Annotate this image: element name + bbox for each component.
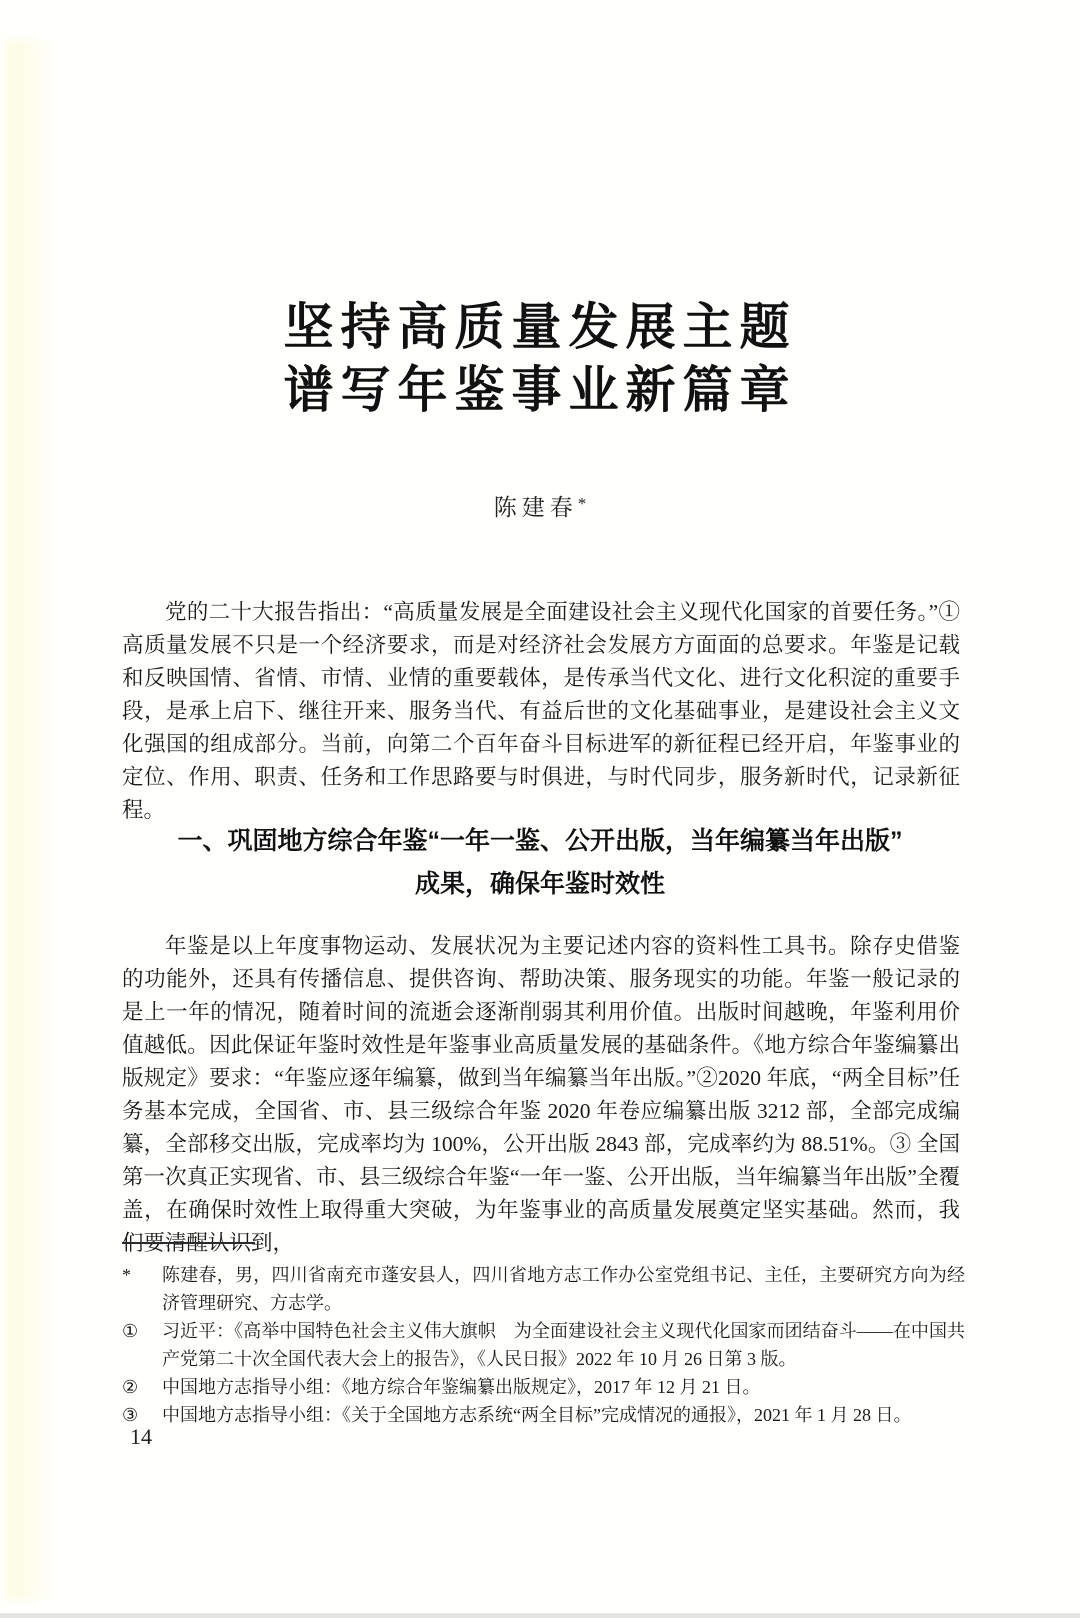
- footnote-text: 习近平：《高举中国特色社会主义伟大旗帜 为全面建设社会主义现代化国家而团结奋斗——在中国共产党第二十次全国代表大会上的报告》，《人民日报》2022 年 10 月 26 日第 3 版。: [162, 1321, 965, 1369]
- scan-edge-bottom: [0, 1613, 1080, 1618]
- footnote-item: [122, 1373, 965, 1401]
- footnote-item: [122, 1261, 965, 1317]
- section-1-heading-line-1: 一、巩固地方综合年鉴“一年一鉴、公开出版，当年编纂当年出版”: [177, 827, 903, 855]
- intro-paragraph: 党的二十大报告指出：“高质量发展是全面建设社会主义现代化国家的首要任务。”①高质量发展不只是一个经济要求，而是对经济社会发展方方面面的总要求。年鉴是记载和反映国情、省情、市情、业情的重要载体，是传承当代文化、进行文化积淀的重要手段，是承上启下、继往开来、服务当代、有益后世的文化基础事业，是建设社会主义文化强国的组成部分。当前，向第二个百年奋斗目标进军的新征程已经开启，年鉴事业的定位、作用、职责、任务和工作思路要与时俱进，与时代同步，服务新时代，记录新征程。: [122, 600, 960, 822]
- footnote-divider: [122, 1242, 255, 1244]
- footnote-marker: ①: [122, 1321, 139, 1341]
- scan-tint-left: [6, 40, 54, 1600]
- footnote-text: 陈建春，男，四川省南充市蓬安县人，四川省地方志工作办公室党组书记、主任，主要研究方向为经济管理研究、方志学。: [162, 1265, 965, 1313]
- article-title-line-2: 谱写年鉴事业新篇章: [283, 362, 797, 418]
- author-line: [0, 489, 1080, 522]
- footnotes: [122, 1261, 965, 1429]
- author-name: 陈建春: [493, 495, 578, 520]
- footnote-item: [122, 1401, 965, 1429]
- footnote-marker: ②: [122, 1377, 139, 1397]
- author-footnote-mark: *: [577, 494, 587, 513]
- footnote-item: [122, 1317, 965, 1373]
- footnote-marker: ③: [122, 1405, 139, 1425]
- article-title-line-1: 坚持高质量发展主题: [283, 299, 797, 355]
- section-1-heading: [60, 820, 1020, 906]
- footnote-marker: *: [122, 1265, 131, 1285]
- footnote-text: 中国地方志指导小组：《关于全国地方志系统“两全目标”完成情况的通报》，2021 年 1 月 28 日。: [162, 1405, 912, 1425]
- article-title: [0, 296, 1080, 422]
- section-1-heading-line-2: 成果，确保年鉴时效性: [414, 870, 665, 898]
- footnote-text: 中国地方志指导小组：《地方综合年鉴编纂出版规定》，2017 年 12 月 21 日。: [162, 1377, 761, 1397]
- section-1-paragraph: 年鉴是以上年度事物运动、发展状况为主要记述内容的资料性工具书。除存史借鉴的功能外，还具有传播信息、提供咨询、帮助决策、服务现实的功能。年鉴一般记录的是上一年的情况，随着时间的流逝会逐渐削弱其利用价值。出版时间越晚，年鉴利用价值越低。因此保证年鉴时效性是年鉴事业高质量发展的基础条件。《地方综合年鉴编纂出版规定》要求：“年鉴应逐年编纂，做到当年编纂当年出版。”②2020 年底，“两全目标”任务基本完成，全国省、市、县三级综合年鉴 2020 年卷应编纂出版 3212 部，全部完成编纂，全部移交出版，完成率均为 100%，公开出版 2843 部，完成率约为 88.51%。③ 全国第一次真正实现省、市、县三级综合年鉴“一年一鉴、公开出版，当年编纂当年出版”全覆盖，在确保时效性上取得重大突破，为年鉴事业的高质量发展奠定坚实基础。然而，我们要清醒认识到，: [122, 934, 960, 1255]
- page-number: 14: [130, 1424, 152, 1449]
